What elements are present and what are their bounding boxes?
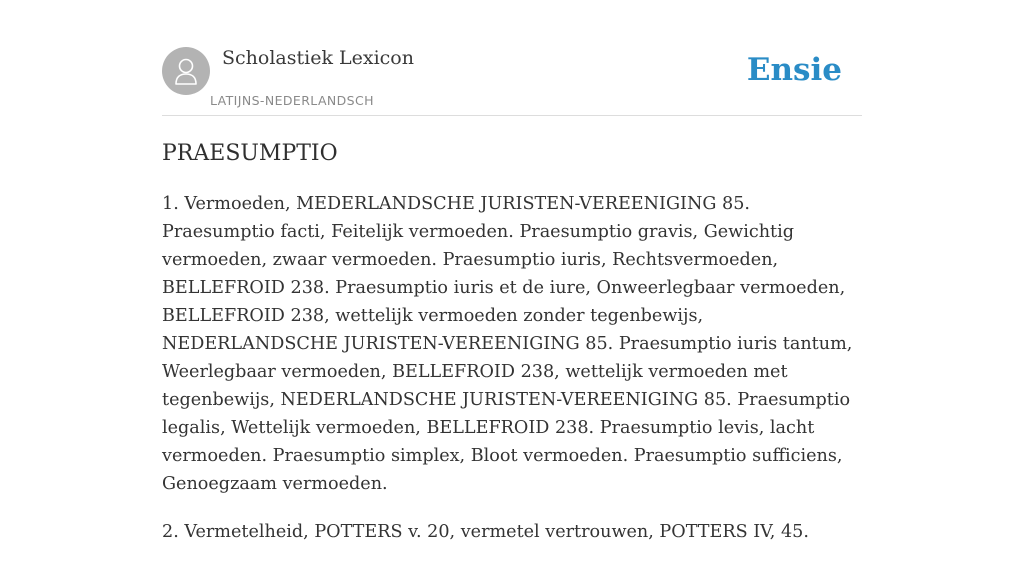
entry-header	[162, 46, 862, 116]
source-title[interactable]: Scholastiek Lexicon	[222, 47, 414, 69]
definition-paragraph-1: 1. Vermoeden, MEDERLANDSCHE JURISTEN-VEREENIGING 85. Praesumptio facti, Feitelijk vermoeden. Praesumptio gravis, Gewichtig vermoeden, zwaar vermoeden. Praesumptio iuris, Rechtsvermoeden, BELLEFROID 238. Praesumptio iuris et de iure, Onweerlegbaar vermoeden, BELLEFROID 238, wettelijk vermoeden zonder tegenbewijs, NEDERLANDSCHE JURISTEN-VEREENIGING 85. Praesumptio iuris tantum, Weerlegbaar vermoeden, BELLEFROID 238, wettelijk vermoeden met tegenbewijs, NEDERLANDSCHE JURISTEN-VEREENIGING 85. Praesumptio legalis, Wettelijk vermoeden, BELLEFROID 238. Praesumptio levis, lacht vermoeden. Praesumptio simplex, Bloot vermoeden. Praesumptio sufficiens, Genoegzaam vermoeden.	[162, 194, 853, 494]
source-subtitle: LATIJNS-NEDERLANDSCH	[210, 93, 374, 108]
entry-content	[162, 138, 862, 566]
definition-paragraph-2: 2. Vermetelheid, POTTERS v. 20, vermetel vertrouwen, POTTERS IV, 45.	[162, 522, 809, 542]
source-avatar[interactable]	[162, 47, 210, 95]
header-divider	[162, 115, 862, 116]
entry-headword: PRAESUMPTIO	[162, 141, 338, 166]
user-silhouette-icon	[162, 47, 210, 95]
ensie-logo[interactable]: Ensie	[746, 52, 842, 88]
